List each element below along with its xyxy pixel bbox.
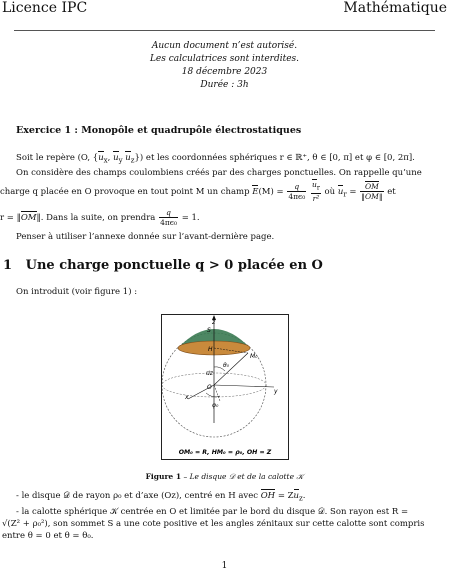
bullet-cap	[16, 506, 441, 518]
bullet-1b: = Z	[277, 491, 294, 501]
exam-duration: Durée : 3h	[200, 80, 249, 90]
header-right: Mathématique	[343, 0, 447, 16]
bullet-1a: - le disque 𝒟 de rayon ρ₀ et d’axe (Oz), centré en H avec	[16, 491, 259, 501]
label-x: x	[185, 394, 189, 401]
label-phi0: φ₀	[212, 402, 219, 409]
intro-line-3d: =	[349, 186, 357, 197]
label-M0: M₀	[250, 353, 258, 360]
no-document-note: Aucun document n’est autorisé.	[151, 41, 298, 51]
header-left: Licence IPC	[2, 0, 88, 16]
figure-caption	[0, 472, 449, 482]
intro-line-1b: }) et les coordonnées sphériques r ∈ ℝ⁺, θ ∈ [0, π] et φ ∈ [0, 2π].	[134, 153, 415, 163]
exam-date: 18 décembre 2023	[181, 67, 268, 77]
label-uz: u⃗z	[206, 370, 213, 377]
exercise-title: Exercice 1 : Monopôle et quadrupôle électrostatiques	[16, 125, 302, 136]
label-z: z	[212, 319, 216, 326]
bullet-2b: √(Z² + ρ₀²), son sommet S a une cote positive et les angles zénitaux sur cette calotte sont compris	[2, 519, 425, 529]
label-S: S	[207, 327, 211, 334]
intro-line-1: Soit le repère (O, {$u_x$, $u_y$ $u_z$}) et les coordonnées sphériques r ∈ ℝ⁺, θ ∈ [0, π] et φ ∈ [0, 2π].	[16, 153, 415, 165]
intro-line-3b: (M) =	[258, 186, 284, 197]
intro-line-2: On considère des champs coulombiens créés par des charges ponctuelles. On rappelle qu’une	[16, 167, 422, 178]
section-title: Une charge ponctuelle q > 0 placée en O	[25, 258, 323, 273]
intro-line-3a: charge q placée en O provoque en tout point M un champ	[0, 186, 250, 197]
intro-line-3c: où	[324, 186, 336, 197]
label-y: y	[274, 388, 278, 395]
caption-number: Figure 1	[145, 472, 182, 481]
page-number: 1	[221, 561, 228, 571]
label-H: H	[208, 346, 213, 353]
bullet-disk: - le disque 𝒟 de rayon ρ₀ et d’axe (Oz), centré en H avec OH = $Zu_z$.	[16, 491, 306, 503]
unit-vector-fraction: $\frac{OM}{‖OM‖}$	[361, 181, 383, 201]
intro-line-4a: r = ‖	[0, 213, 21, 223]
bullet-2a: - la calotte sphérique 𝒦 centrée en O et limitée par le bord du disque 𝒟. Son rayon est R =	[16, 507, 409, 517]
intro-line-4b: ‖. Dans la suite, on prendra	[36, 213, 156, 223]
field-formula-line: charge q placée en O provoque en tout point M un champ E(M) = $\frac{q}{\text{4πϵ₀}}$ $\frac{u_r}{\text{r²}}$ où $u_r$ = $\frac{OM}{‖OM‖}$ et	[0, 180, 396, 203]
constant-fraction: $\frac{q}{\text{4πϵ₀}}$	[160, 208, 177, 227]
sphere-cap-diagram	[162, 315, 288, 459]
section-heading	[3, 258, 323, 273]
section-intro: On introduit (voir figure 1) :	[16, 287, 138, 297]
no-calculator-note: Les calculatrices sont interdites.	[149, 54, 300, 64]
header-rule	[14, 30, 435, 31]
bullet-2c: entre θ = 0 et θ = θ₀.	[2, 531, 94, 541]
y-axis	[214, 385, 274, 387]
figure-1-frame	[161, 314, 289, 460]
bullet-cap-cont	[2, 518, 447, 542]
annex-hint: Penser à utiliser l’annexe donnée sur l’avant-dernière page.	[16, 232, 275, 242]
caption-text: – Le disque 𝒟 et de la calotte 𝒦	[183, 472, 304, 481]
intro-line-3e: et	[387, 186, 396, 197]
coulomb-fraction: $\frac{q}{\text{4πϵ₀}}$	[288, 181, 306, 201]
intro-line-1a: Soit le repère (O, {	[16, 153, 99, 163]
figure-relation: OM₀ = R, HM₀ = ρ₀, OH = Z	[178, 449, 272, 456]
convention-line: r = ‖OM‖. Dans la suite, on prendra $\frac{q}{\text{4πϵ₀}}$ = 1.	[0, 208, 200, 227]
intro-paragraph	[16, 152, 436, 179]
om0-segment	[214, 353, 248, 385]
label-O: O	[207, 384, 212, 391]
intro-line-4c: = 1.	[181, 213, 200, 223]
section-number: 1	[3, 258, 13, 273]
unit-over-r2-fraction: $\frac{u_r}{\text{r²}}$	[311, 180, 320, 203]
label-theta0: θ₀	[223, 362, 230, 369]
projection-line	[214, 385, 220, 401]
